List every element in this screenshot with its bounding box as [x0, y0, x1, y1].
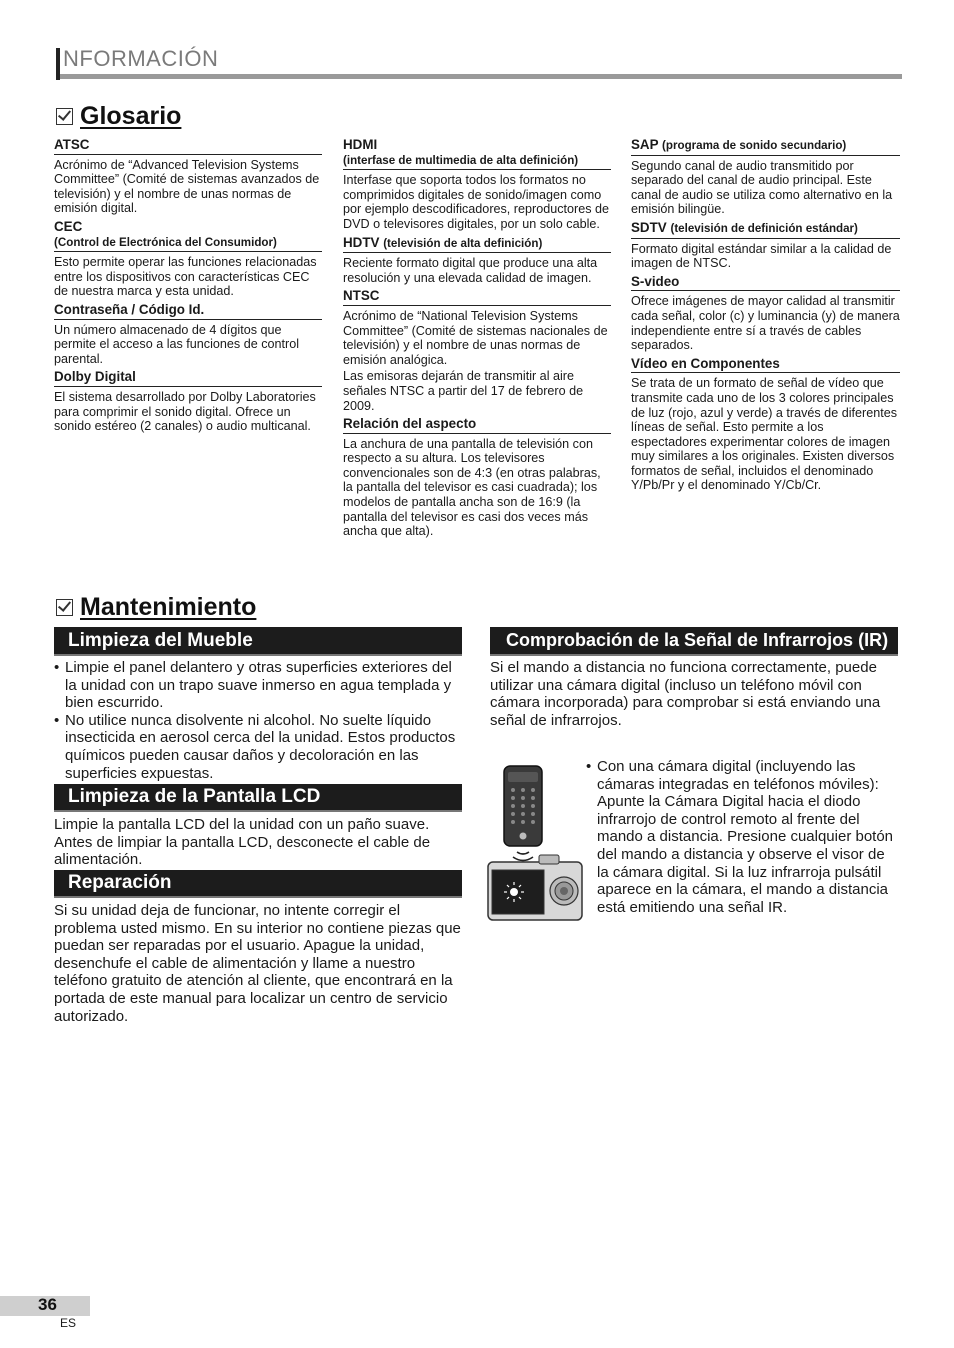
glosario-title: Glosario: [80, 102, 182, 130]
mantenimiento-heading: [56, 593, 256, 622]
glossary-term: CEC (Control de Electrónica del Consumidor): [54, 220, 322, 252]
glossary-definition: La anchura de una pantalla de televisión con respecto a su altura. Los televisores convencionales son de 4:3 (en otras palabras, la pantalla del televisor es casi cuadrada); los modelos de pantalla ancha son de 16:9 (la pantalla del televisor es casi dos veces más ancha que alta).: [343, 436, 601, 539]
limpieza-mueble-bar: Limpieza del Mueble: [54, 627, 462, 656]
list-item: • No utilice nunca disolvente ni alcohol. No suelte líquido insecticida en aerosol cerca del la unidad. Estos productos químicos pueden causar daños y decoloración en las superficies expuestas.: [54, 712, 462, 782]
glossary-definition: Acrónimo de “National Television Systems Committee” (Comité de sistemas nacionales de televisión) y el nombre de unas normas de emisión analógica.: [343, 308, 608, 367]
glossary-column-1: [54, 138, 322, 436]
glossary-term: Relación del aspecto: [343, 417, 611, 434]
glossary-definition: Acrónimo de “Advanced Television Systems Committee” (Comité de sistemas avanzados de televisión) y el nombre de unas normas de emisión digital.: [54, 157, 320, 216]
glossary-column-2: [343, 138, 611, 541]
glossary-term: S-video: [631, 275, 900, 292]
glossary-term: NTSC: [343, 289, 611, 306]
glossary-term: Vídeo en Componentes: [631, 357, 900, 374]
page-number-tab: [0, 1296, 90, 1316]
limpieza-lcd-bar: Limpieza de la Pantalla LCD: [54, 784, 462, 812]
checkbox-icon: [56, 599, 73, 616]
glossary-term: SDTV (televisión de definición estándar): [631, 221, 900, 239]
glossary-term: SAP (programa de sonido secundario): [631, 138, 900, 156]
glossary-column-3: [631, 138, 900, 495]
limpieza-mueble-text: [54, 659, 462, 782]
glossary-definition-extra: Las emisoras dejarán de transmitir al aire señales NTSC a partir del 17 de febrero de 2009.: [343, 369, 584, 413]
page-section-title: NFORMACIÓN: [63, 46, 219, 71]
glossary-term: HDMI (interfase de multimedia de alta definición): [343, 138, 611, 170]
ir-check-bar: Comprobación de la Señal de Infrarrojos (IR): [490, 627, 898, 656]
glossary-definition: Formato digital estándar similar a la calidad de imagen de NTSC.: [631, 241, 892, 271]
ir-intro-text: Si el mando a distancia no funciona correctamente, puede utilizar una cámara digital (incluso un teléfono móvil con cámara incorporada) para comprobar si está enviando una señal de infrarrojos.: [490, 659, 881, 729]
mantenimiento-title: Mantenimiento: [80, 593, 257, 621]
header-rule: [60, 74, 902, 79]
list-item: • Con una cámara digital (incluyendo las cámaras integradas en teléfonos móviles): Apunte la Cámara Digital hacia el diodo infrarrojo de control remoto al frente del mando a distancia. Presione cualquier botón del mando a distancia y observe el visor de la cámara digital. Si la luz infrarroja pulsátil aparece en la cámara, el mando a distancia está emitiendo una señal IR.: [586, 758, 900, 916]
reparacion-bar: Reparación: [54, 870, 462, 898]
glossary-term: Dolby Digital: [54, 370, 322, 387]
remote-camera-illustration: [484, 760, 584, 925]
digital-camera-icon: [488, 855, 582, 920]
limpieza-lcd-text: Limpie la pantalla LCD del la unidad con un paño suave. Antes de limpiar la pantalla LCD, desconecte el cable de alimentación.: [54, 816, 431, 869]
glosario-heading: [56, 102, 181, 131]
glossary-definition: Se trata de un formato de señal de vídeo que transmite cada uno de los 3 colores principales de luz (rojo, azul y verde) a través de diferentes líneas de señal. Esto permite a los espectadores experimentar colores de imagen muy similares a los originales. Existen diversos formatos de señal, incluidos el denominado Y/Pb/Pr y el denominado Y/Cb/Cr.: [631, 376, 897, 493]
list-item: • Limpie el panel delantero y otras superficies exteriores del la unidad con un trapo suave inmerso en agua templada y bien escurrido.: [54, 659, 462, 712]
glossary-definition: El sistema desarrollado por Dolby Laboratories para comprimir el sonido digital. Ofrece un sonido estéreo (2 canales) o audio multicanal.: [54, 389, 316, 434]
glossary-definition: Esto permite operar las funciones relacionadas entre los dispositivos con características CEC de nuestra marca y esta unidad.: [54, 255, 317, 299]
glossary-definition: Reciente formato digital que produce una alta resolución y una elevada calidad de imagen.: [343, 256, 598, 285]
glossary-definition: Segundo canal de audio transmitido por separado del canal de audio principal. Este canal de audio se utiliza como alternativo en la emisión bilingüe.: [631, 158, 893, 217]
ir-camera-instructions: [586, 758, 900, 916]
glossary-term: Contraseña / Código Id.: [54, 303, 322, 320]
page-number: 36: [38, 1295, 57, 1314]
glossary-definition: Un número almacenado de 4 dígitos que permite el acceso a las funciones de control parental.: [54, 322, 300, 366]
remote-control-icon: [504, 766, 542, 846]
language-code: ES: [60, 1316, 77, 1330]
reparacion-text: Si su unidad deja de funcionar, no intente corregir el problema usted mismo. En su interior no contiene piezas que puedan ser reparadas por el usuario. Apague la unidad, desenchufe el cable de alimentación y llame a nuestro teléfono gratuito de atención al cliente, que encontrará en la portada de este manual para localizar un centro de servicio autorizado.: [54, 902, 461, 1025]
glossary-definition: Interfase que soporta todos los formatos no comprimidos digitales de sonido/imagen como por ejemplo descodificadores, reproductores de DVD o televisores digitales, por un solo cable.: [343, 173, 610, 231]
glossary-term: ATSC: [54, 138, 322, 155]
glossary-definition: Ofrece imágenes de mayor calidad al transmitir cada señal, color (c) y luminancia (y) de manera independiente entre sí a través de cables separados.: [631, 294, 900, 353]
checkbox-icon: [56, 108, 73, 125]
glossary-term: HDTV (televisión de alta definición): [343, 236, 611, 254]
